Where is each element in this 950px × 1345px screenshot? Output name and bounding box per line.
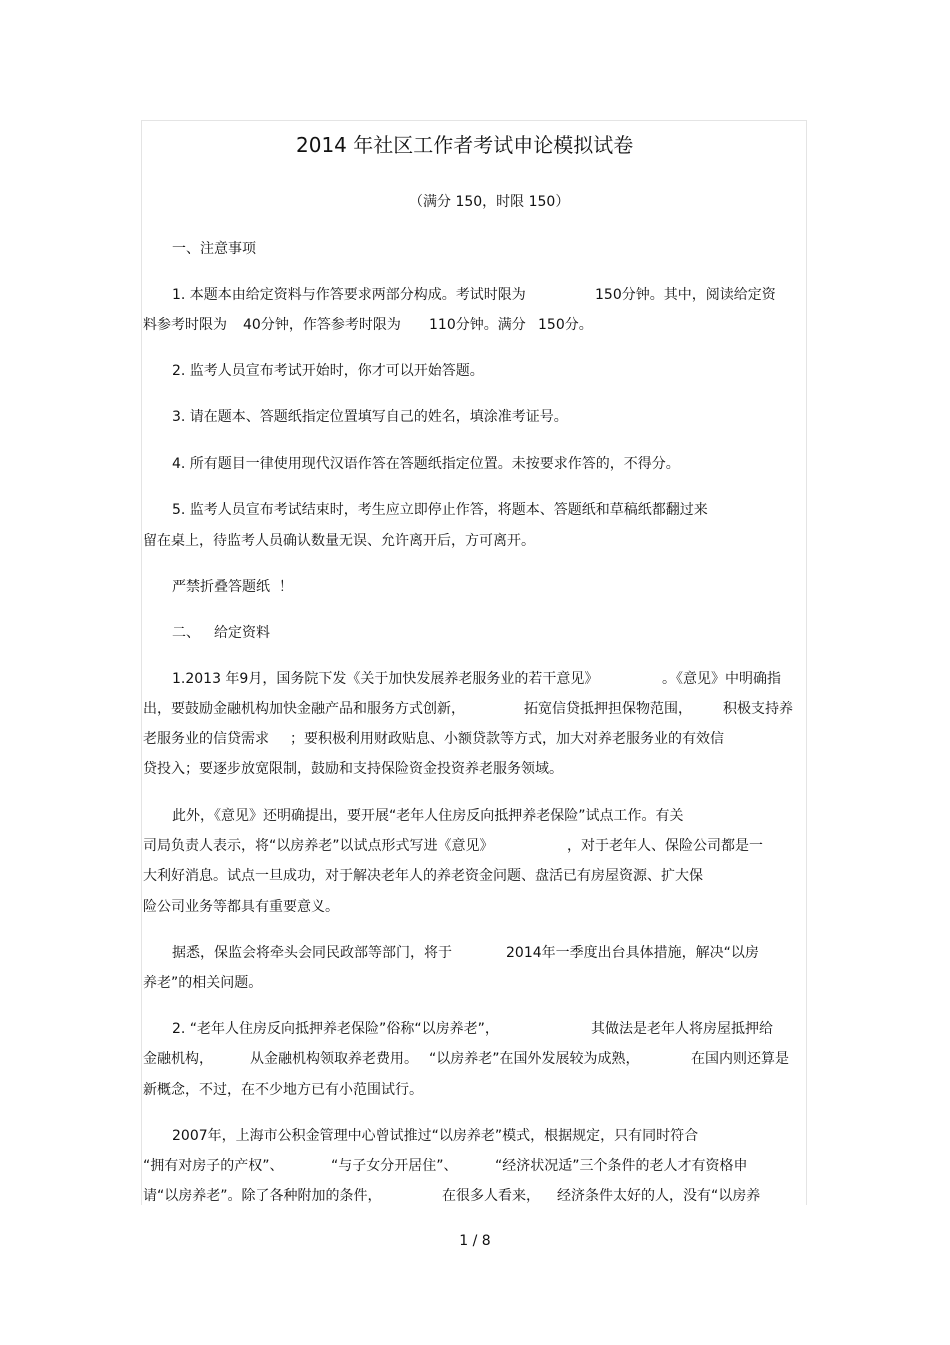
para-1-line: 积极支持养	[723, 701, 793, 717]
para-2-line: 大利好消息。试点一旦成功，对于解决老年人的养老资金问题、盘活已有房屋资源、扩大保	[143, 868, 703, 884]
para-1-line: 老服务业的信贷需求	[143, 731, 269, 747]
notice-5-line: 5. 监考人员宣布考试结束时，考生应立即停止作答，将题本、答题纸和草稿纸都翻过来	[172, 502, 708, 518]
para-1-line: 1.2013 年9月，国务院下发《关于加快发展养老服务业的若干意见》	[172, 671, 599, 687]
materials-heading-number: 二、	[172, 625, 200, 641]
notice-1-line: 110分钟。满分	[429, 317, 526, 333]
para-4-line: 从金融机构领取养老费用。	[250, 1051, 418, 1067]
para-3-line: 据悉，保监会将牵头会同民政部等部门，将于	[172, 945, 452, 961]
para-4-line: “以房养老”在国外发展较为成熟，	[429, 1051, 640, 1067]
para-3-line: 2014年一季度出台具体措施，解决“以房	[506, 945, 759, 961]
para-1-line: ；要积极利用财政贴息、小额贷款等方式，加大对养老服务业的有效信	[290, 731, 724, 747]
para-1-line: 出，要鼓励金融机构加快金融产品和服务方式创新，	[143, 701, 465, 717]
notice-2: 2. 监考人员宣布考试开始时，你才可以开始答题。	[172, 363, 484, 379]
para-4-line: 在国内则还算是	[691, 1051, 789, 1067]
notice-1-line: 150分。	[538, 317, 593, 333]
document-subtitle: （满分 150，时限 150）	[409, 194, 570, 210]
notice-3: 3. 请在题本、答题纸指定位置填写自己的姓名，填涂准考证号。	[172, 409, 568, 425]
para-1-line: 拓宽信贷抵押担保物范围，	[524, 701, 692, 717]
para-2-line: ，对于老年人、保险公司都是一	[567, 838, 763, 854]
para-5-line: “经济状况适”三个条件的老人才有资格申	[495, 1158, 748, 1174]
page-frame	[141, 120, 807, 1205]
para-1-line: 贷投入；要逐步放宽限制，鼓励和支持保险资金投资养老服务领域。	[143, 761, 563, 777]
warning-text: 严禁折叠答题纸 ！	[172, 579, 293, 595]
document-title: 2014 年社区工作者考试申论模拟试卷	[296, 133, 634, 157]
materials-heading-label: 给定资料	[214, 625, 270, 641]
notice-1-line: 料参考时限为	[143, 317, 227, 333]
para-3-line: 养老”的相关问题。	[143, 975, 263, 991]
notice-1-line: 1. 本题本由给定资料与作答要求两部分构成。考试时限为	[172, 287, 526, 303]
para-4-line: 2. “老年人住房反向抵押养老保险”俗称“以房养老”，	[172, 1021, 499, 1037]
para-5-line: 在很多人看来，	[442, 1188, 540, 1204]
para-5-line: 经济条件太好的人，没有“以房养	[557, 1188, 761, 1204]
para-4-line: 其做法是老年人将房屋抵押给	[591, 1021, 773, 1037]
para-1-line: 。《意见》中明确指	[662, 671, 781, 687]
para-5-line: 2007年，上海市公积金管理中心曾试推过“以房养老”模式，根据规定，只有同时符合	[172, 1128, 699, 1144]
notice-5-line: 留在桌上，待监考人员确认数量无误、允许离开后，方可离开。	[143, 533, 535, 549]
para-2-line: 此外，《意见》还明确提出，要开展“老年人住房反向抵押养老保险”试点工作。有关	[172, 808, 684, 824]
notice-4: 4. 所有题目一律使用现代汉语作答在答题纸指定位置。未按要求作答的，不得分。	[172, 456, 680, 472]
notice-1-line: 150分钟。其中，阅读给定资	[595, 287, 776, 303]
para-4-line: 金融机构，	[143, 1051, 213, 1067]
para-2-line: 险公司业务等都具有重要意义。	[143, 899, 339, 915]
para-5-line: “拥有对房子的产权”、	[143, 1158, 284, 1174]
para-4-line: 新概念，不过，在不少地方已有小范围试行。	[143, 1082, 423, 1098]
para-2-line: 司局负责人表示，将“以房养老”以试点形式写进《意见》	[143, 838, 494, 854]
para-5-line: “与子女分开居住”、	[331, 1158, 458, 1174]
para-5-line: 请“以房养老”。除了各种附加的条件，	[143, 1188, 382, 1204]
notice-heading: 一、注意事项	[172, 241, 256, 257]
page-number: 1 / 8	[459, 1233, 491, 1249]
notice-1-line: 40分钟，作答参考时限为	[243, 317, 401, 333]
